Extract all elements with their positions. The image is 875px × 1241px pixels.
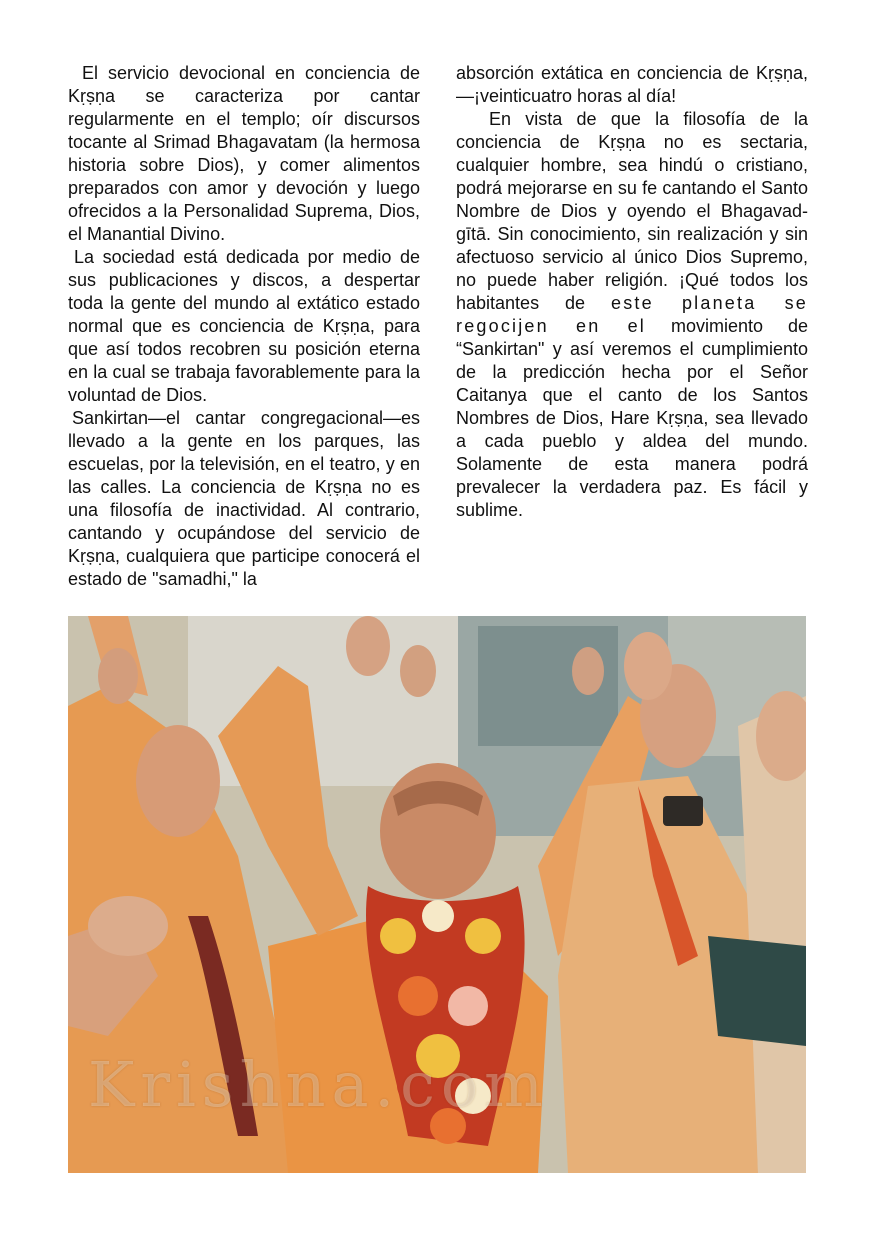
watermark-text: Krishna.com	[88, 1048, 549, 1121]
paragraph-devotional-service: El servicio devocional en conciencia de Kṛṣṇa se caracteriza por cantar regularmente en el templo; oír discursos tocante al Srimad Bhagavatam (la hermosa historia sobre Dios), y comer alimentos preparados con amor y devoción y luego ofrecidos a la Personalidad Suprema, Dios, el Manantial Divino.	[68, 63, 420, 244]
left-text-column	[68, 62, 420, 591]
camera	[663, 796, 703, 826]
kirtan-photo	[68, 616, 806, 1173]
paragraph-sankirtan: Sankirtan—el cantar congregacional—es llevado a la gente en los parques, las escuelas, por la televisión, en el teatro, y en las calles. La conciencia de Kṛṣṇa no es una filosofía de inactividad. Al contrario, cantando y ocupándose del servicio de Kṛṣṇa, cualquiera que participe conocerá el estado de "samadhi," la	[68, 408, 420, 589]
left-devotee-head	[136, 725, 220, 837]
right-text-column	[456, 62, 808, 522]
philosophy-text-a: En vista de que la filosofía de la conciencia de Kṛṣṇa no es sectaria, cualquier hombre, sea hindú o cristiano, podrá mejorarse en su fe cantando el Santo Nombre de Dios y oyendo el Bhagavad-gītā. Sin conocimiento, sin realización y sin afectuoso servicio al único Dios Supremo, no puede haber religión. ¡Qué todos los habitantes de	[456, 109, 808, 313]
paragraph-philosophy	[456, 108, 808, 522]
philosophy-text-b: este planeta se regocijen en el	[456, 293, 808, 336]
paragraph-society: La sociedad está dedicada por medio de sus publicaciones y discos, a despertar toda la gente del mundo al extático estado normal que es conciencia de Kṛṣṇa, para que así todos recobren su posición eterna en la cual se trabaja favorablemente para la voluntad de Dios.	[68, 247, 420, 405]
paragraph-ecstatic-absorption: absorción extática en conciencia de Kṛṣṇa, —¡veinticuatro horas al día!	[456, 63, 808, 106]
philosophy-text-c: movimiento de “Sankirtan" y así veremos el cumplimiento de la predicción hecha por el Señor Caitanya que el canto de los Santos Nombres de Dios, Hare Kṛṣṇa, sea llevado a cada pueblo y aldea del mundo. Solamente de esta manera podrá prevalecer la verdadera paz. Es fácil y sublime.	[456, 316, 808, 520]
